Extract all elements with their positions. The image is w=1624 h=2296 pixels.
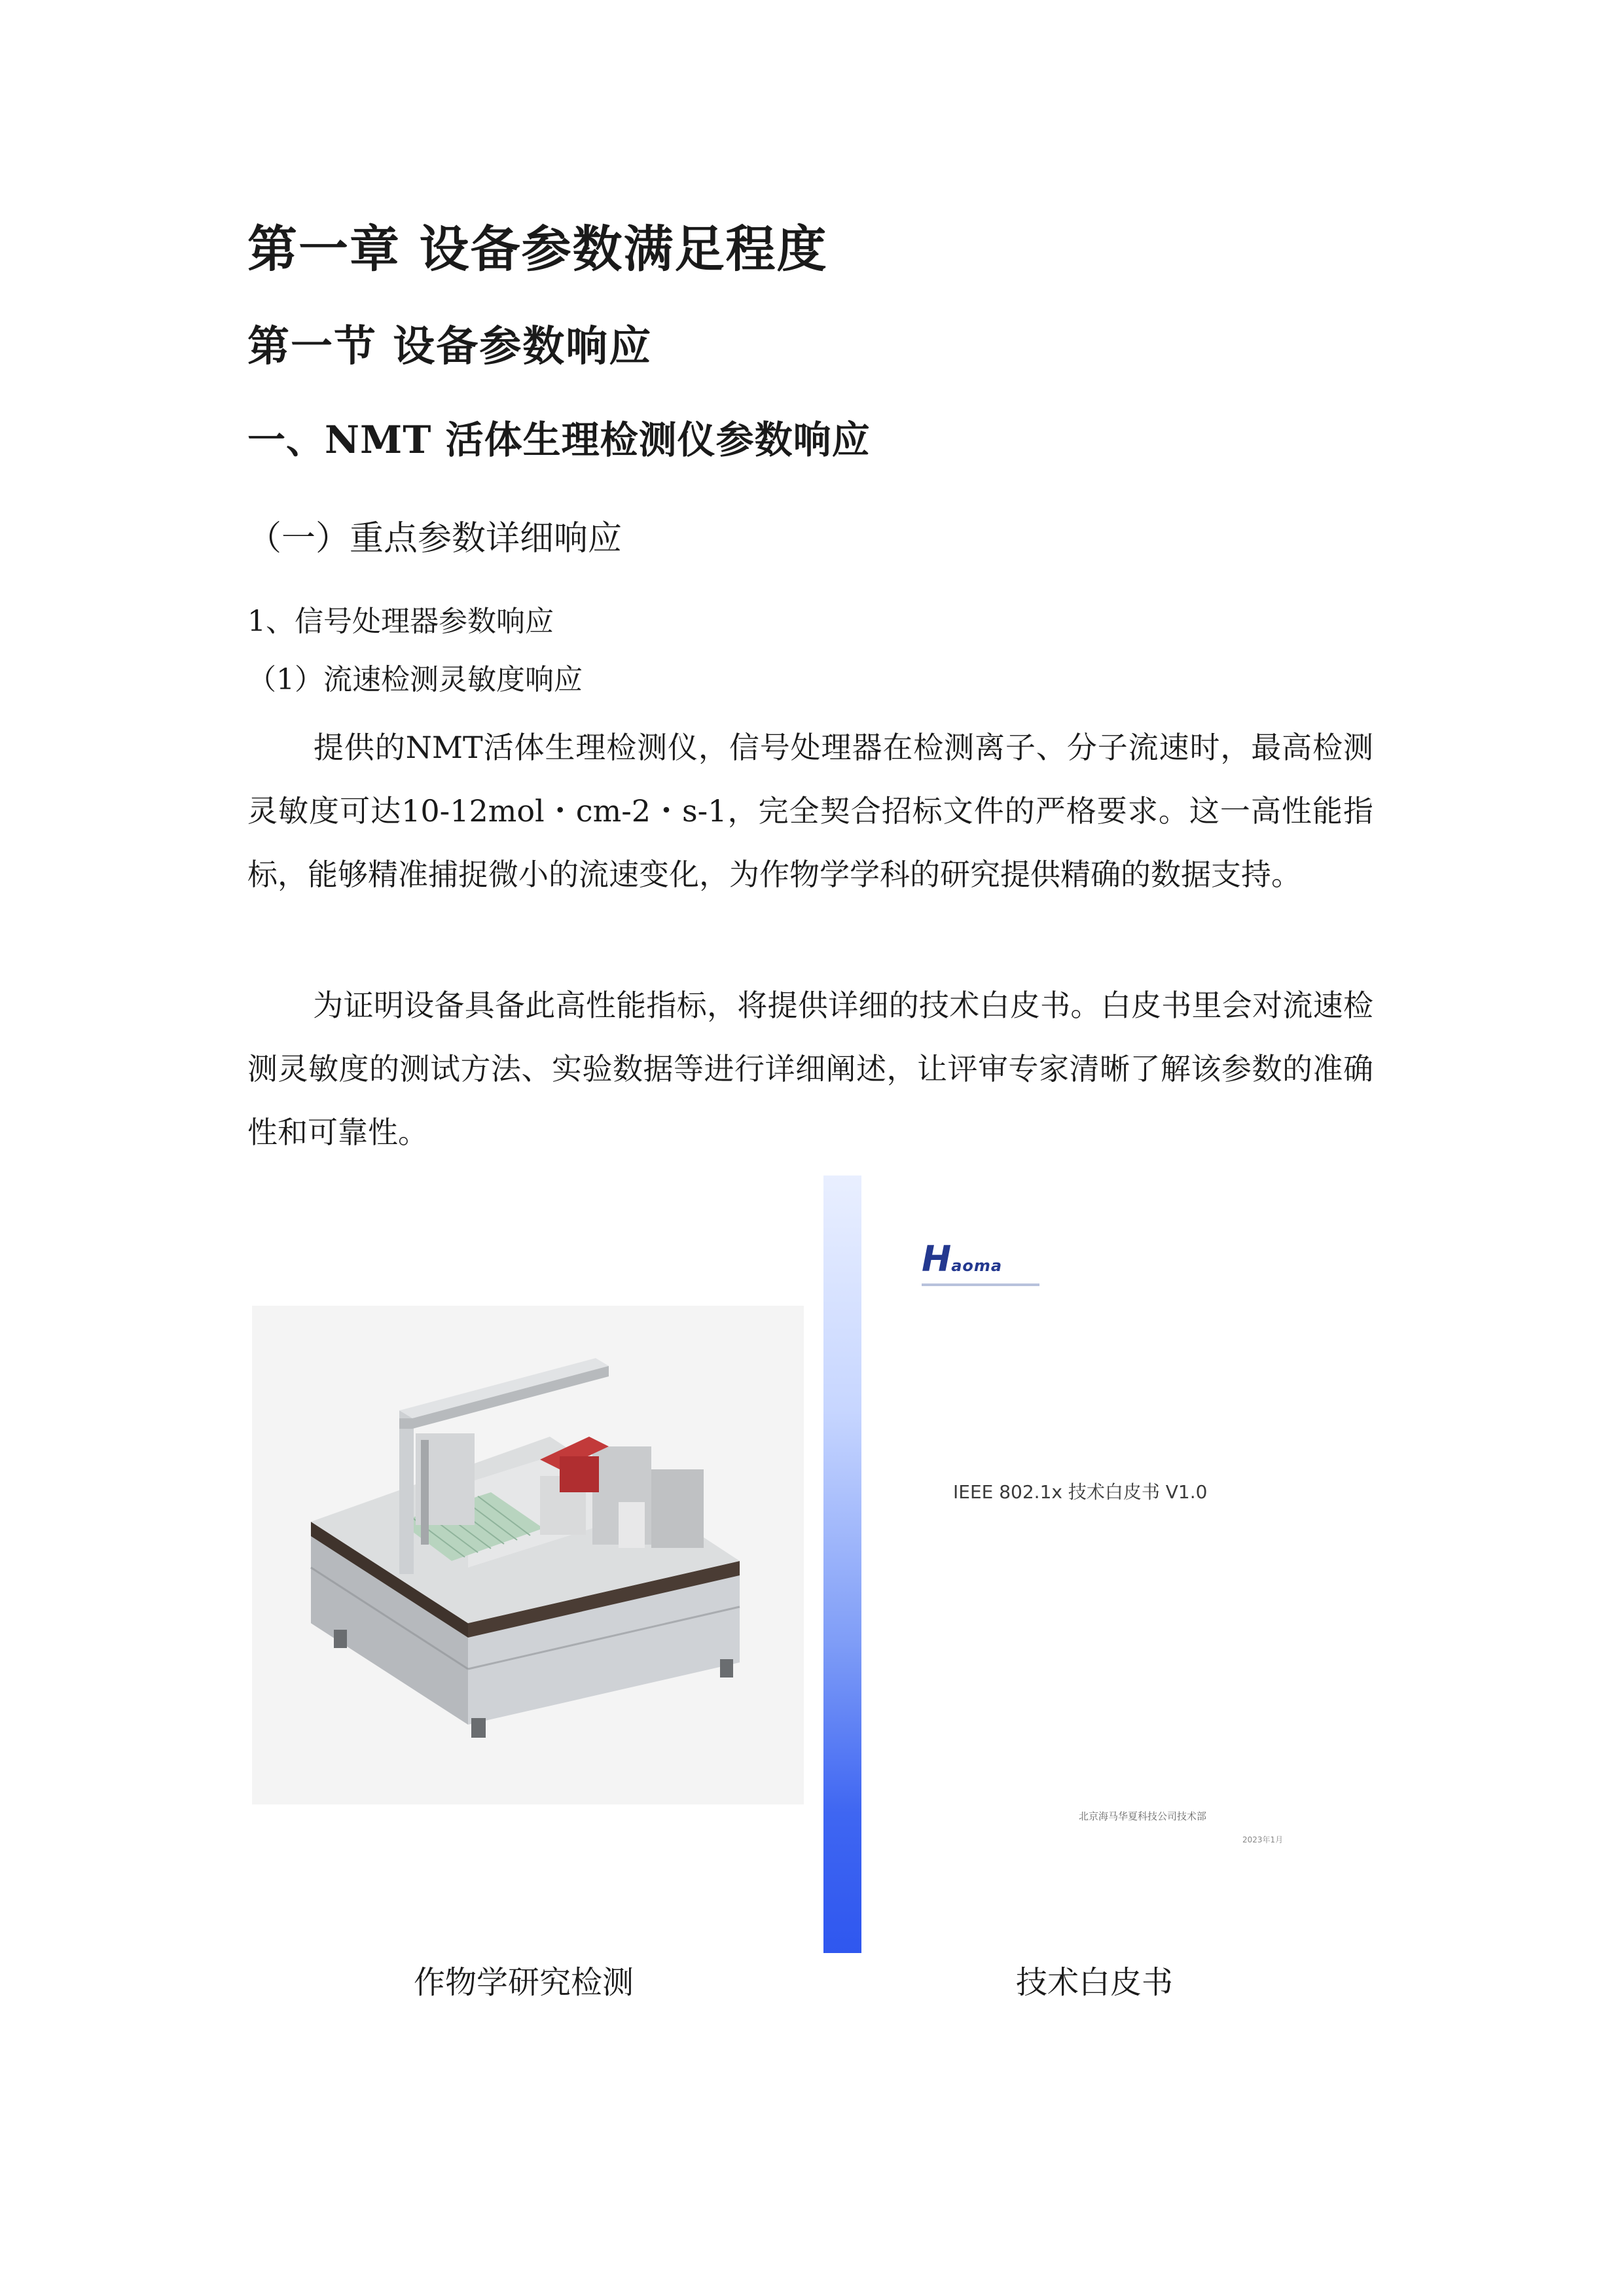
logo-underline — [922, 1283, 1039, 1286]
instrument-photo — [252, 1306, 804, 1804]
logo-main-text: H — [922, 1238, 952, 1280]
left-figure-caption: 作物学研究检测 — [414, 1964, 634, 2001]
paragraph-1-text: 提供的NMT活体生理检测仪，信号处理器在检测离子、分子流速时，最高检测灵敏度可达10-12mol・cm-2・s-1，完全契合招标文件的严格要求。这一高性能指标，能够精准捕捉微小的流速变化，为作物学学科的研究提供精确的数据支持。 — [247, 730, 1373, 892]
item-title: 1、信号处理器参数响应 — [247, 605, 554, 638]
cover-organization: 北京海马华夏科技公司技术部 — [1079, 1810, 1207, 1822]
subsection-title: 一、NMT 活体生理检测仪参数响应 — [247, 418, 871, 462]
cover-date: 2023年1月 — [1242, 1835, 1284, 1844]
logo-small-text: aoma — [951, 1257, 1003, 1275]
cover-blue-stripe — [823, 1175, 861, 1953]
part-title: （一）重点参数详细响应 — [247, 519, 623, 558]
paragraph-2 — [247, 974, 1373, 1164]
instrument-illustration — [252, 1306, 804, 1804]
chapter-title: 第一章 设备参数满足程度 — [247, 220, 828, 278]
paragraph-1 — [247, 716, 1373, 906]
section-title: 第一节 设备参数响应 — [247, 322, 653, 371]
cover-title: IEEE 802.1x 技术白皮书 V1.0 — [953, 1481, 1208, 1503]
company-logo — [922, 1238, 1002, 1280]
subitem-title: （1）流速检测灵敏度响应 — [247, 663, 583, 696]
whitepaper-cover — [823, 1175, 1359, 1953]
paragraph-2-text: 为证明设备具备此高性能指标，将提供详细的技术白皮书。白皮书里会对流速检测灵敏度的测试方法、实验数据等进行详细阐述，让评审专家清晰了解该参数的准确性和可靠性。 — [247, 988, 1373, 1150]
right-figure-caption: 技术白皮书 — [1016, 1964, 1174, 2001]
